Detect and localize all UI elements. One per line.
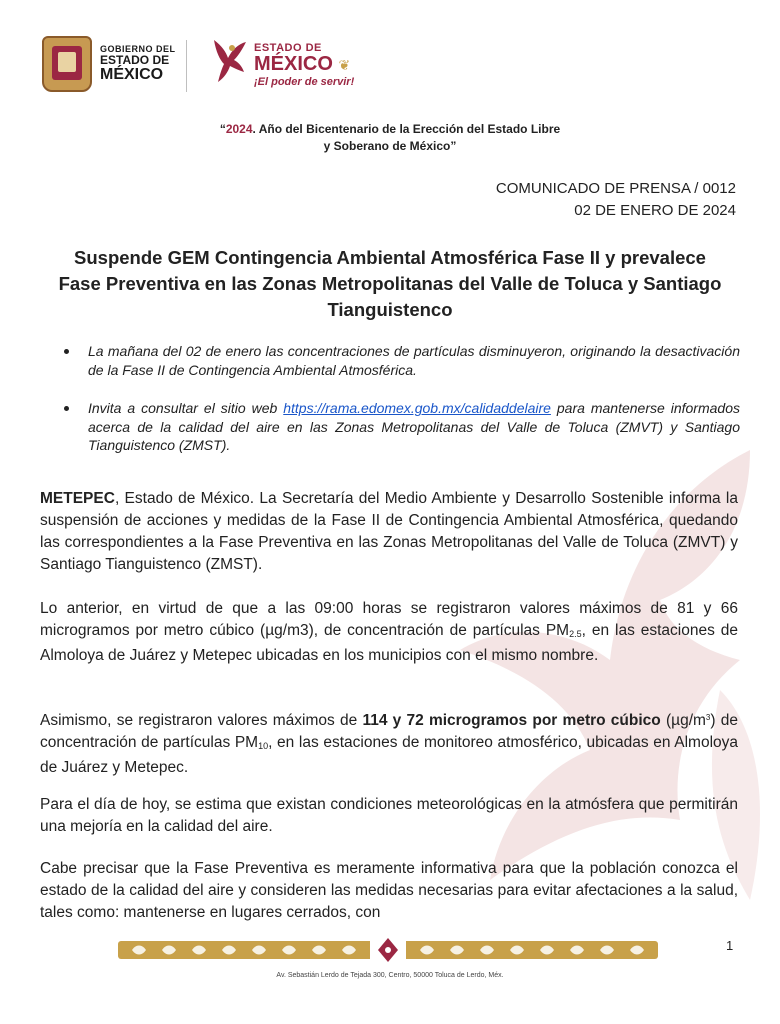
gem-logo-line1: GOBIERNO DEL [100,43,176,54]
pm-subscript: 2.5 [569,629,582,639]
paragraph-2 [40,598,738,667]
press-release-title: Suspende GEM Contingencia Ambiental Atmosférica Fase II y prevalece Fase Preventiva en las Zonas Metropolitanas del Valle de Toluca y Santiago Tianguistenco [58,247,722,320]
footer-ornament-band [118,937,658,963]
bullet-2-pre: Invita a consultar el sitio web [88,400,284,416]
state-seal-icon [42,36,92,92]
motto-open-quote: “ [219,122,226,136]
paragraph-3 [40,707,738,779]
dateline-city: METEPEC [40,490,115,507]
summary-bullets [60,342,740,455]
paragraph-3-bold: 114 y 72 microgramos por metro cúbico [362,712,661,729]
paragraph-2-post: , en las estaciones de Almoloya de Juárez y Metepec ubicadas en los municipios con el mismo nombre. [40,622,738,664]
bullet-item [60,399,740,455]
edomex-logo-line1: ESTADO DE [254,42,322,54]
gem-logo-text [100,45,176,84]
gem-logo-line2: ESTADO DE [100,53,170,68]
paragraph-2-pre: Lo anterior, en virtud de que a las 09:00 horas se registraron valores máximos de 81 y 66 microgramos por metro cúbico (µg/m3), de concentración de partículas PM [40,600,738,639]
edomex-logo-line2: MÉXICO [254,53,333,75]
edomex-logo [208,36,354,88]
paragraph-3-pre: Asimismo, se registraron valores máximos de [40,712,363,729]
press-release-number: COMUNICADO DE PRENSA / 0012 [495,180,736,197]
paragraph-1 [40,488,738,576]
press-release-date: 02 DE ENERO DE 2024 [574,202,736,219]
bullet-2-post: para mantenerse informados acerca de la calidad del aire en las Zonas Metropolitanas del Valle de Toluca (ZMVT) y Santiago Tianguistenco (ZMST). [88,400,740,453]
paragraph-5: Cabe precisar que la Fase Preventiva es meramente informativa para que la población conozca el estado de la calidad del aire y consideren las medidas necesarias para evitar afectaciones a la salud, tales como: mantenerse en lugares cerrados, con [40,860,738,921]
bullet-item [60,342,740,379]
paragraph-4: Para el día de hoy, se estima que existan condiciones meteorológicas en la atmósfera que permitirán una mejoría en la calidad del aire. [40,796,738,835]
footer-address: Av. Sebastián Lerdo de Tejada 300, Centro, 50000 Toluca de Lerdo, Méx. [276,972,504,979]
header-divider [186,40,187,92]
press-release-heading [496,178,736,222]
edomex-slogan: ¡El poder de servir! [254,76,355,88]
motto-line1: . Año del Bicentenario de la Erección del Estado Libre [252,122,561,136]
air-quality-link[interactable]: https://rama.edomex.gob.mx/calidaddelaire [283,400,551,416]
bullet-1-text: La mañana del 02 de enero las concentraciones de partículas disminuyeron, originando la desactivación de la Fase II de Contingencia Ambiental Atmosférica. [88,343,740,378]
edomex-logo-line2-wrap [254,54,354,74]
wreath-icon: ❦ [338,57,351,73]
paragraph-3-mid2: ) de concentración de partículas PM [40,712,738,751]
page-number: 1 [726,938,734,953]
paragraph-3-post: , en las estaciones de monitoreo atmosférico, ubicadas en Almoloya de Juárez y Metepec. [40,734,738,776]
edomex-logo-text [254,36,354,88]
paragraph-1-text: , Estado de México. La Secretaría del Medio Ambiente y Desarrollo Sostenible informa la suspensión de acciones y medidas de la Fase II de Contingencia Ambiental Atmosférica, quedando las correspondientes a la Fase Preventiva en las Zonas Metropolitanas del Valle de Toluca (ZMVT) y Santiago Tianguistenco (ZMST). [40,490,738,573]
gem-logo [42,36,176,92]
motto-year: 2024 [225,122,253,136]
pm10-subscript: 10 [258,741,269,751]
hummingbird-icon [208,36,250,84]
paragraph-3-mid1: (µg/m [660,712,706,729]
motto-line2: y Soberano de México” [323,139,457,153]
gem-logo-line3: MÉXICO [100,65,164,83]
year-motto [150,121,630,155]
cubic-superscript: 3 [705,713,711,722]
